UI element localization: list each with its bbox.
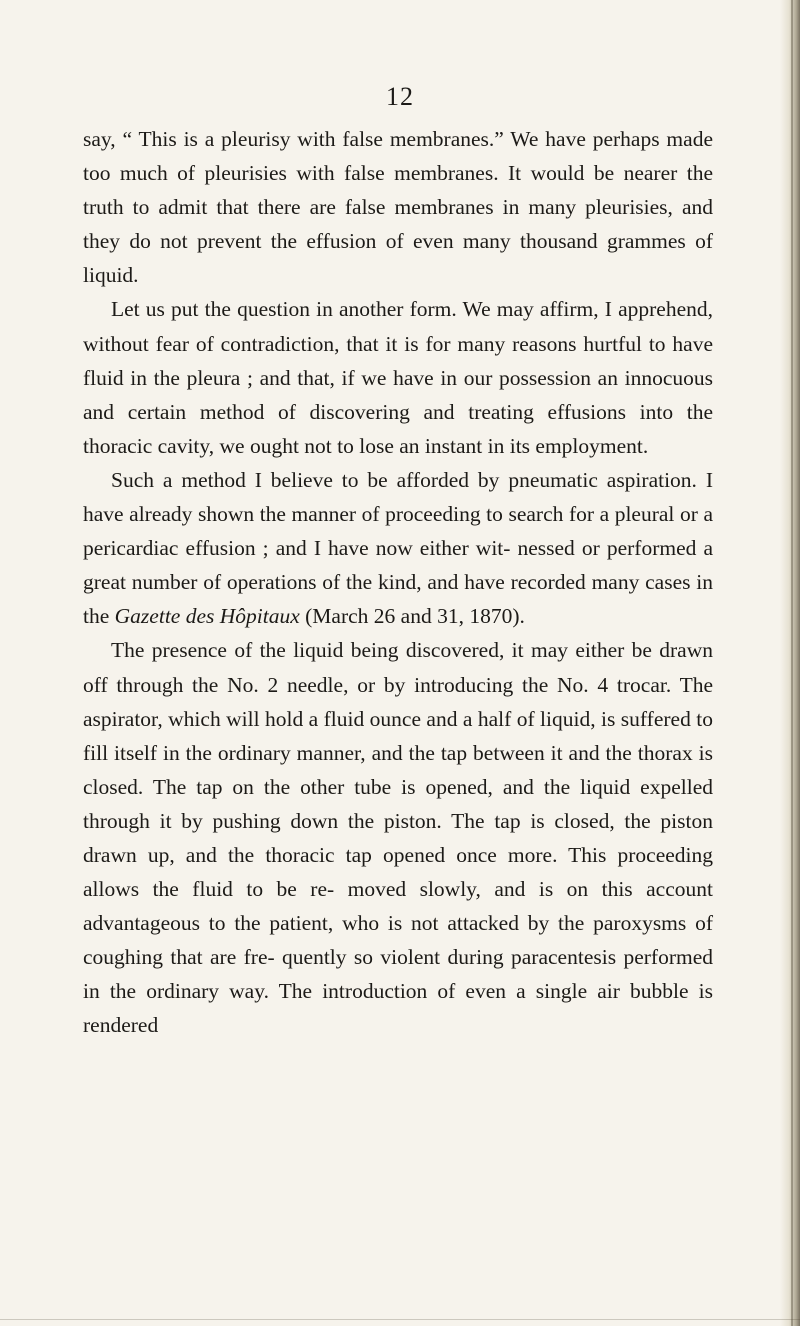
paragraph-text: Such a method I believe to be afforded by pneumatic aspiration. I have already shown the manner of proceeding to search for a pleural or a pericardiac effusion ; and I have now either wit- nessed or performed a great number of operations of the kind, and have recorded many cases in the	[83, 467, 713, 629]
journal-title: Gazette des Hôpitaux	[114, 604, 300, 629]
paragraph-text: (March 26 and 31, 1870).	[299, 604, 525, 629]
page-edge-shadow	[780, 0, 800, 1326]
page-bottom-edge	[0, 1319, 800, 1320]
page-edge-line	[791, 0, 793, 1326]
paragraph-procedure: The presence of the liquid being discovered, it may either be drawn off through the No. 2 needle, or by introducing the No. 4 trocar. The aspirator, which will hold a fluid ounce and a half of liquid, is suffered to fill itself in the ordinary manner, and the tap between it and the thorax is closed. The tap on the other tube is opened, and the liquid expelled through it by pushing down the piston. The tap is closed, the piston drawn up, and the thoracic tap opened once more. This proceeding allows the fluid to be re- moved slowly, and is on this account advantageous to the patient, who is not attacked by the paroxysms of coughing that are fre- quently so violent during paracentesis performed in the ordinary way. The introduction of even a single air bubble is rendered	[83, 638, 713, 1038]
paragraph-aspiration-method	[83, 463, 713, 633]
body-text	[83, 122, 713, 1043]
page-number: 12	[386, 82, 414, 111]
paragraph-continuation: say, “ This is a pleurisy with false membranes.” We have perhaps made too much of pleurisies with false membranes. It would be nearer the truth to admit that there are false membranes in many pleurisies, and they do not prevent the effusion of even many thousand grammes of liquid.	[83, 127, 713, 288]
paragraph-question: Let us put the question in another form. We may affirm, I apprehend, without fear of contradiction, that it is for many reasons hurtful to have fluid in the pleura ; and that, if we have in our possession an innocuous and certain method of discovering and treating effusions into the thoracic cavity, we ought not to lose an instant in its employment.	[83, 297, 713, 458]
